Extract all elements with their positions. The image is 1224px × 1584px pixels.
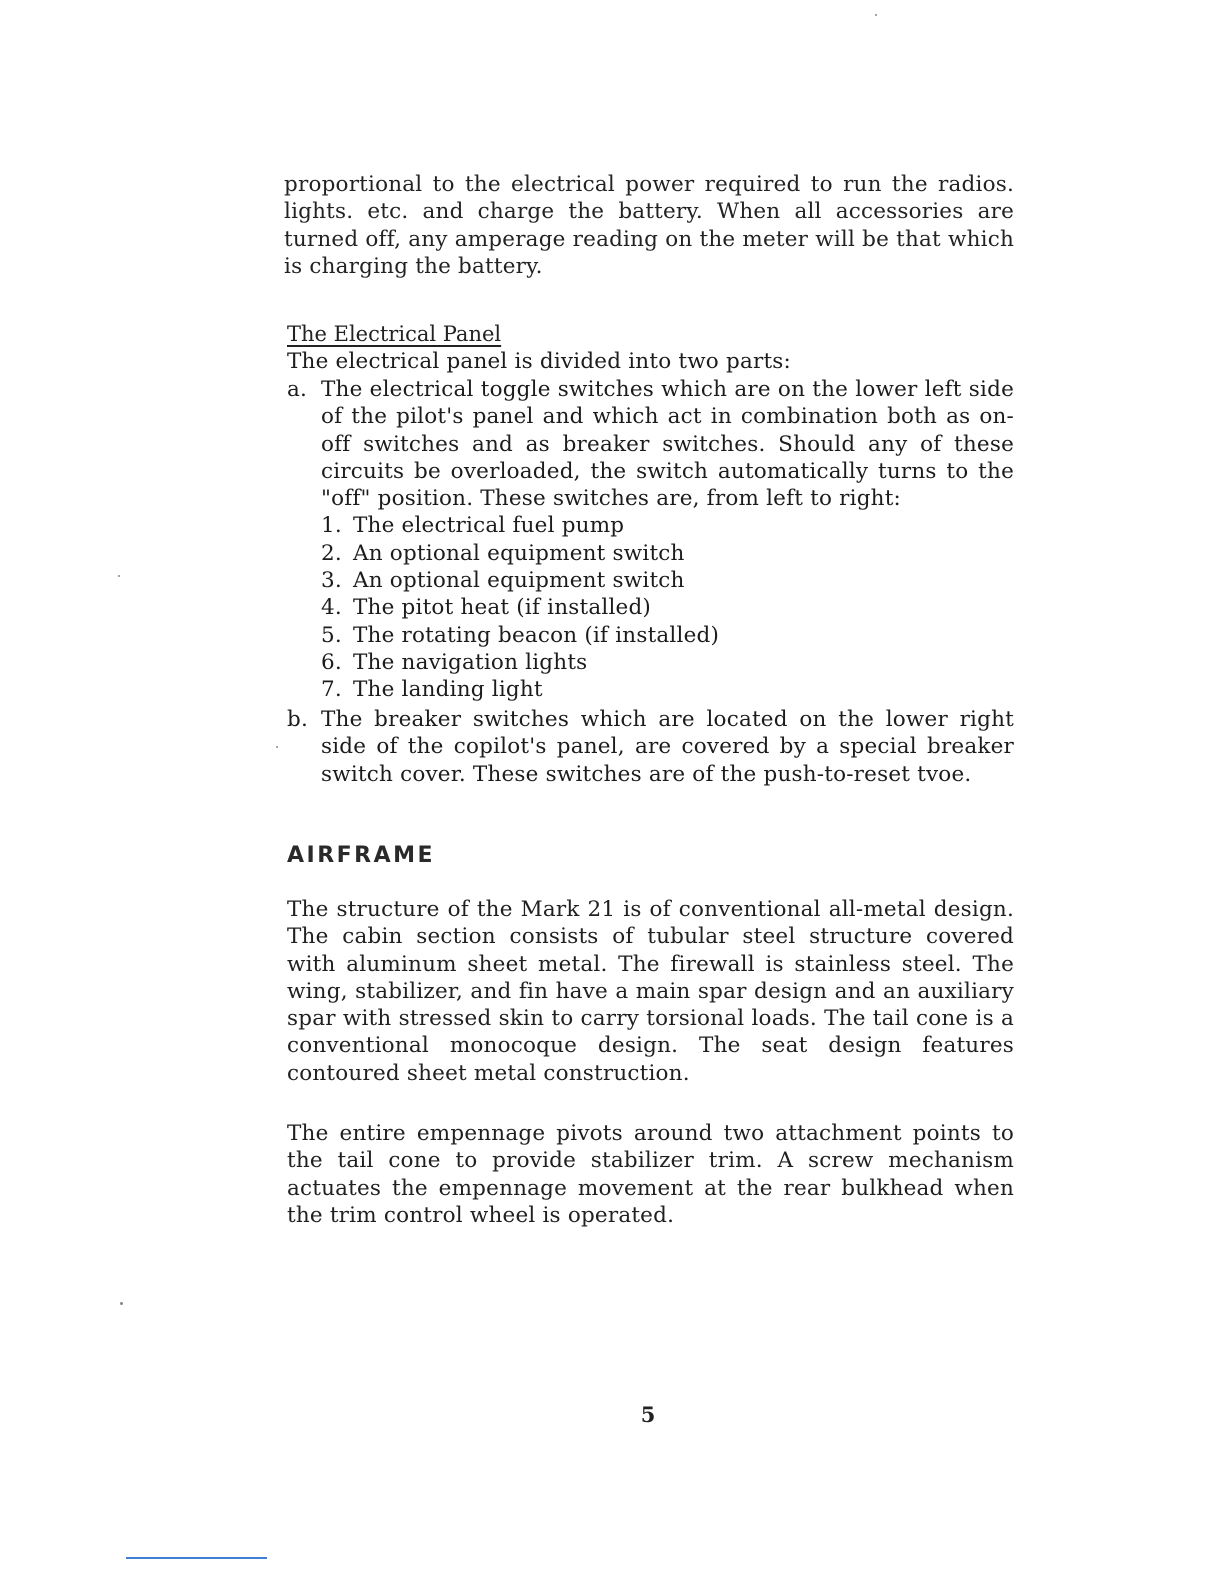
scan-edge-line bbox=[126, 1557, 267, 1559]
list-item-text: An optional equipment switch bbox=[353, 540, 685, 566]
list-marker: a. bbox=[287, 377, 308, 402]
list-item-text: The navigation lights bbox=[353, 649, 588, 675]
list-marker: b. bbox=[287, 707, 308, 732]
electrical-panel-heading: The Electrical Panel bbox=[287, 322, 502, 346]
switch-list-item bbox=[321, 649, 1014, 676]
switch-list-item bbox=[321, 540, 1014, 567]
scan-speck bbox=[276, 746, 278, 748]
switch-list-item bbox=[321, 676, 1014, 703]
list-marker: 6. bbox=[321, 649, 342, 675]
scan-speck bbox=[875, 14, 877, 16]
airframe-heading: AIRFRAME bbox=[287, 843, 436, 868]
list-marker: 2. bbox=[321, 540, 342, 566]
switch-list-item bbox=[321, 512, 1014, 539]
switch-list-item bbox=[321, 567, 1014, 594]
list-marker: 5. bbox=[321, 622, 342, 648]
page-number: 5 bbox=[640, 1402, 656, 1427]
list-item-text: The rotating beacon (if installed) bbox=[353, 622, 720, 648]
electrical-panel-item-a bbox=[287, 376, 1014, 704]
scan-speck bbox=[118, 575, 120, 577]
scan-speck bbox=[120, 1302, 123, 1305]
list-item-text: The breaker switches which are located on the lower right side of the copilot's panel, are covered by a special breaker switch cover. These switches are of the push-to-reset tvoe. bbox=[321, 707, 1014, 787]
list-marker: 3. bbox=[321, 568, 342, 594]
list-item bbox=[287, 706, 1014, 788]
airframe-paragraph-1: The structure of the Mark 21 is of conventional all-metal design. The cabin section consists of tubular steel structure covered with aluminum sheet metal. The firewall is stainless steel. The wing, stabilizer, and fin have a main spar design and an auxiliary spar with stressed skin to carry torsional loads. The tail cone is a conventional monocoque design. The seat design features contoured sheet metal construction. bbox=[287, 897, 1014, 1086]
list-item-text: The electrical toggle switches which are on the lower left side of the pilot's panel and which act in combination both as on-off switches and as breaker switches. Should any of these circuits be overloaded, the switch automatically turns to the "off" position. These switches are, from left to right: bbox=[321, 377, 1014, 512]
electrical-panel-item-b bbox=[287, 706, 1014, 788]
list-item-text: An optional equipment switch bbox=[353, 568, 685, 594]
list-item-text: The pitot heat (if installed) bbox=[353, 595, 652, 621]
list-marker: 4. bbox=[321, 595, 342, 621]
intro-paragraph: proportional to the electrical power required to run the radios. lights. etc. and charge the battery. When all accessories are turned off, any amperage reading on the meter will be that which is charging the battery. bbox=[284, 172, 1014, 279]
airframe-paragraph-2: The entire empennage pivots around two attachment points to the tail cone to provide stabilizer trim. A screw mechanism actuates the empennage movement at the rear bulkhead when the trim control wheel is operated. bbox=[287, 1121, 1014, 1228]
list-marker: 7. bbox=[321, 677, 342, 703]
switch-list-item bbox=[321, 622, 1014, 649]
list-item-text: The landing light bbox=[353, 677, 543, 703]
electrical-panel-intro: The electrical panel is divided into two parts: bbox=[287, 349, 791, 374]
list-marker: 1. bbox=[321, 513, 342, 539]
list-item bbox=[287, 376, 1014, 512]
switch-list-item bbox=[321, 594, 1014, 621]
list-item-text: The electrical fuel pump bbox=[353, 513, 625, 539]
